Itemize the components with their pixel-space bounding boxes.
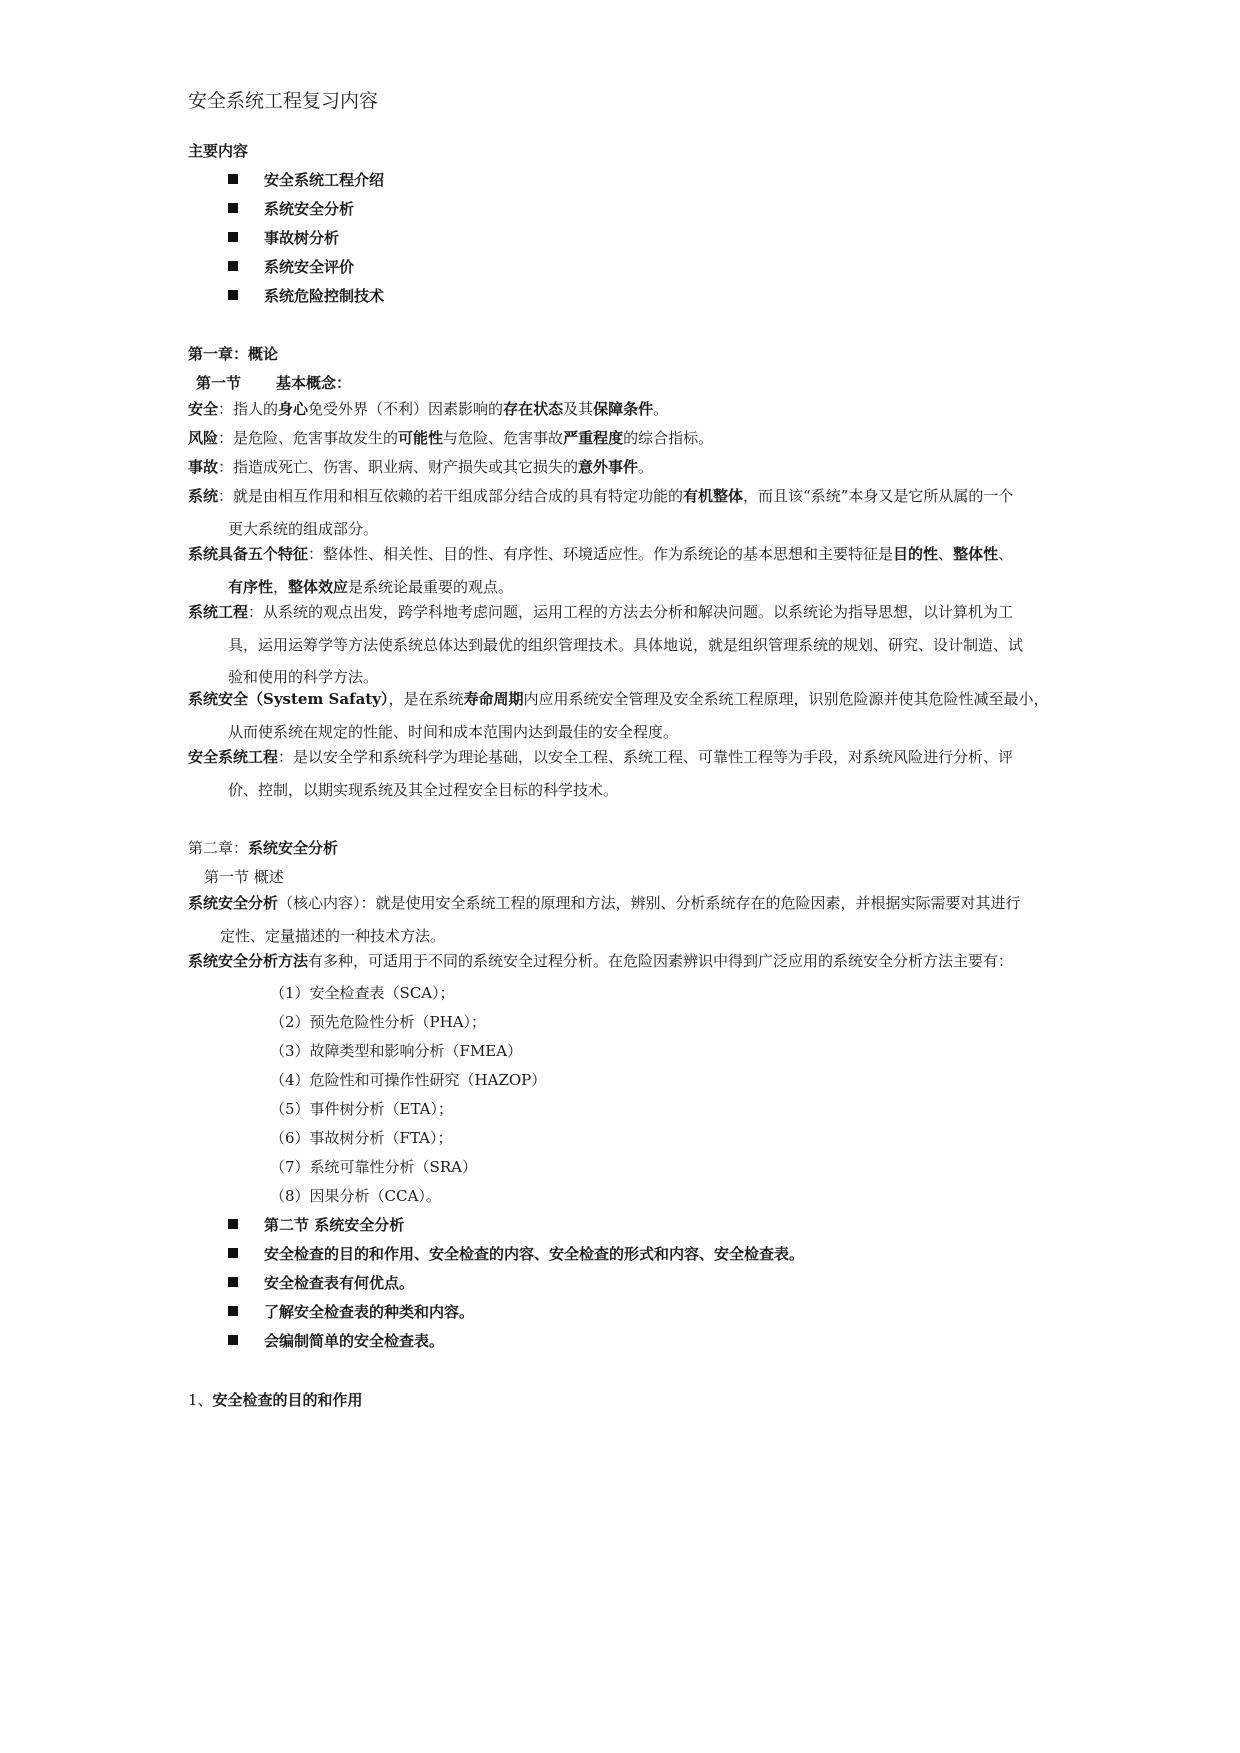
method-list-item: （5）事件树分析（ETA）； [270, 1100, 454, 1118]
square-bullet-icon [228, 174, 238, 184]
method-list-item: （2）预先危险性分析（PHA）； [270, 1013, 487, 1031]
square-bullet-icon [228, 1306, 238, 1316]
section2-item: 安全检查表有何优点。 [228, 1272, 414, 1293]
document-title: 安全系统工程复习内容 [188, 90, 379, 112]
chapter2-section1: 第一节 概述 [204, 868, 284, 886]
square-bullet-icon [228, 290, 238, 300]
method-list-item: （8）因果分析（CCA）。 [270, 1187, 441, 1205]
subsection-1-heading: 1、安全检查的目的和作用 [188, 1391, 363, 1409]
chapter1-section1-label: 第一节 [196, 374, 242, 392]
section2-item: 了解安全检查表的种类和内容。 [228, 1301, 474, 1322]
method-list-item: （6）事故树分析（FTA）； [270, 1129, 453, 1147]
section2-item: 会编制简单的安全检查表。 [228, 1330, 444, 1351]
paragraph-risk: 风险：是危险、危害事故发生的可能性与危险、危害事故严重程度的综合指标。 [188, 429, 714, 447]
main-content-item: 安全系统工程介绍 [228, 169, 384, 190]
chapter1-section1-title: 基本概念： [276, 374, 352, 392]
square-bullet-icon [228, 1277, 238, 1287]
paragraph-system-safety-analysis: 系统安全分析（核心内容）：就是使用安全系统工程的原理和方法，辨别、分析系统存在的危险因素，并根据实际需要对其进行 定性、定量描述的一种技术方法。 [188, 894, 1021, 945]
main-content-heading: 主要内容 [188, 142, 249, 160]
paragraph-safety: 安全：指人的身心免受外界（不利）因素影响的存在状态及其保障条件。 [188, 400, 669, 418]
main-content-item: 系统危险控制技术 [228, 285, 384, 306]
main-content-item: 事故树分析 [228, 227, 339, 248]
square-bullet-icon [228, 232, 238, 242]
paragraph-features: 系统具备五个特征：整体性、相关性、目的性、有序性、环境适应性。作为系统论的基本思想和主要特征是目的性、整体性、 有序性，整体效应是系统论最重要的观点。 [188, 545, 1014, 596]
method-list-item: （3）故障类型和影响分析（FMEA） [270, 1042, 523, 1060]
square-bullet-icon [228, 203, 238, 213]
paragraph-system-safety: 系统安全（System Safaty），是在系统寿命周期内应用系统安全管理及安全系统工程原理，识别危险源并使其危险性减至最小， 从而使系统在规定的性能、时间和成本范围内达到最佳的安全程度。 [188, 690, 1049, 741]
paragraph-accident: 事故：指造成死亡、伤害、职业病、财产损失或其它损失的意外事件。 [188, 458, 654, 476]
method-list-item: （4）危险性和可操作性研究（HAZOP） [270, 1071, 547, 1089]
section2-item: 安全检查的目的和作用、安全检查的内容、安全检查的形式和内容、安全检查表。 [228, 1243, 804, 1264]
paragraph-safety-system-engineering: 安全系统工程：是以安全学和系统科学为理论基础，以安全工程、系统工程、可靠性工程等为手段，对系统风险进行分析、评 价、控制，以期实现系统及其全过程安全目标的科学技术。 [188, 748, 1014, 799]
main-content-item: 系统安全评价 [228, 256, 354, 277]
method-list-item: （7）系统可靠性分析（SRA） [270, 1158, 477, 1176]
paragraph-system-engineering: 系统工程：从系统的观点出发，跨学科地考虑问题，运用工程的方法去分析和解决问题。以系统论为指导思想，以计算机为工 具，运用运筹学等方法使系统总体达到最优的组织管理技术。具体地说，就是组织管理系统的规划、研究、设计制造、试 验和使用的科学方法。 [188, 603, 1024, 686]
square-bullet-icon [228, 1219, 238, 1229]
square-bullet-icon [228, 1248, 238, 1258]
paragraph-system: 系统：就是由相互作用和相互依赖的若干组成部分结合成的具有特定功能的有机整体，而且该“系统”本身又是它所从属的一个 更大系统的组成部分。 [188, 487, 1014, 538]
main-content-item: 系统安全分析 [228, 198, 354, 219]
chapter1-heading: 第一章：概论 [188, 345, 279, 363]
method-list-item: （1）安全检查表（SCA）； [270, 984, 455, 1002]
square-bullet-icon [228, 1335, 238, 1345]
chapter2-heading: 第二章：系统安全分析 [188, 839, 339, 857]
paragraph-analysis-methods: 系统安全分析方法有多种，可适用于不同的系统安全过程分析。在危险因素辨识中得到广泛应用的系统安全分析方法主要有： [188, 952, 1014, 970]
square-bullet-icon [228, 261, 238, 271]
section2-item: 第二节 系统安全分析 [228, 1214, 404, 1235]
